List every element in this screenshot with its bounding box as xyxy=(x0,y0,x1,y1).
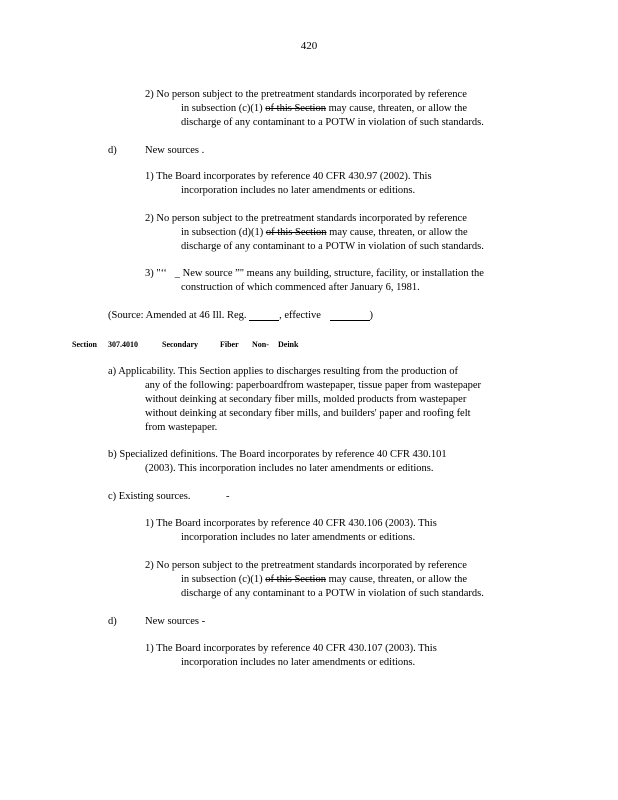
text-line: discharge of any contaminant to a POTW in violation of such standards. xyxy=(181,588,484,599)
text-line: without deinking at secondary fiber mills, molded products from wastepaper xyxy=(145,394,467,405)
source-note-text: , effective xyxy=(279,310,321,321)
text-line: incorporation includes no later amendments or editions. xyxy=(181,532,416,543)
section-title-word: Fiber xyxy=(220,340,239,349)
text-line xyxy=(145,268,484,279)
text-line: (2003). This incorporation includes no later amendments or editions. xyxy=(145,463,434,474)
blank-line xyxy=(330,310,370,321)
section-title-word: Non- xyxy=(252,340,269,349)
text-span: may cause, threaten, or allow the xyxy=(325,103,468,114)
subsection-title: New sources - xyxy=(145,616,206,627)
section-number: 307.4010 xyxy=(108,340,138,349)
blank-line xyxy=(249,310,279,321)
text-line: discharge of any contaminant to a POTW in violation of such standards. xyxy=(181,117,484,128)
text-line: 2) No person subject to the pretreatment standards incorporated by reference xyxy=(145,213,467,224)
subsection-title: New sources . xyxy=(145,145,205,156)
subsection-title: c) Existing sources. xyxy=(108,491,191,502)
text-span: 3) "‘‘ xyxy=(145,268,167,279)
section-title-word: Deink xyxy=(278,340,299,349)
text-line: incorporation includes no later amendments or editions. xyxy=(181,185,416,196)
source-note-text: ) xyxy=(369,310,374,321)
struck-text: of this Section xyxy=(265,574,326,585)
subsection-label: d) xyxy=(108,616,117,627)
text-line xyxy=(181,574,467,585)
text-line: a) Applicability. This Section applies to discharges resulting from the production of xyxy=(108,366,459,377)
struck-text: of this Section xyxy=(265,103,326,114)
source-note xyxy=(108,310,373,321)
text-line: 2) No person subject to the pretreatment standards incorporated by reference xyxy=(145,89,467,100)
text-span: in subsection (d)(1) xyxy=(181,227,266,238)
text-line: 1) The Board incorporates by reference 40 CFR 430.106 (2003). This xyxy=(145,518,437,529)
struck-text: of this Section xyxy=(265,227,327,238)
text-line xyxy=(181,227,468,238)
text-span: in subsection (c)(1) xyxy=(181,103,266,114)
page-number: 420 xyxy=(300,40,318,52)
subsection-label: d) xyxy=(108,145,117,156)
section-label: Section xyxy=(72,340,97,349)
text-span: may cause, threaten, or allow the xyxy=(326,227,468,238)
text-line: from wastepaper. xyxy=(145,422,218,433)
text-line: incorporation includes no later amendments or editions. xyxy=(181,657,416,668)
text-line: 1) The Board incorporates by reference 40 CFR 430.107 (2003). This xyxy=(145,643,437,654)
section-title-word: Secondary xyxy=(162,340,198,349)
text-line: 2) No person subject to the pretreatment standards incorporated by reference xyxy=(145,560,467,571)
text-line: construction of which commenced after January 6, 1981. xyxy=(181,282,420,293)
source-note-text: (Source: Amended at 46 Ill. Reg. xyxy=(108,310,247,321)
text-line xyxy=(181,103,467,114)
text-line: b) Specialized definitions. The Board incorporates by reference 40 CFR 430.101 xyxy=(108,449,447,460)
dash-mark: - xyxy=(226,491,230,502)
text-span: in subsection (c)(1) xyxy=(181,574,266,585)
text-line: discharge of any contaminant to a POTW in violation of such standards. xyxy=(181,241,484,252)
text-span: _ New source ”" means any building, structure, facility, or installation the xyxy=(174,268,484,279)
text-line: without deinking at secondary fiber mills, and builders' paper and roofing felt xyxy=(145,408,471,419)
text-span: may cause, threaten, or allow the xyxy=(325,574,468,585)
text-line: any of the following: paperboardfrom wastepaper, tissue paper from wastepaper xyxy=(145,380,482,391)
text-line: 1) The Board incorporates by reference 40 CFR 430.97 (2002). This xyxy=(145,171,432,182)
